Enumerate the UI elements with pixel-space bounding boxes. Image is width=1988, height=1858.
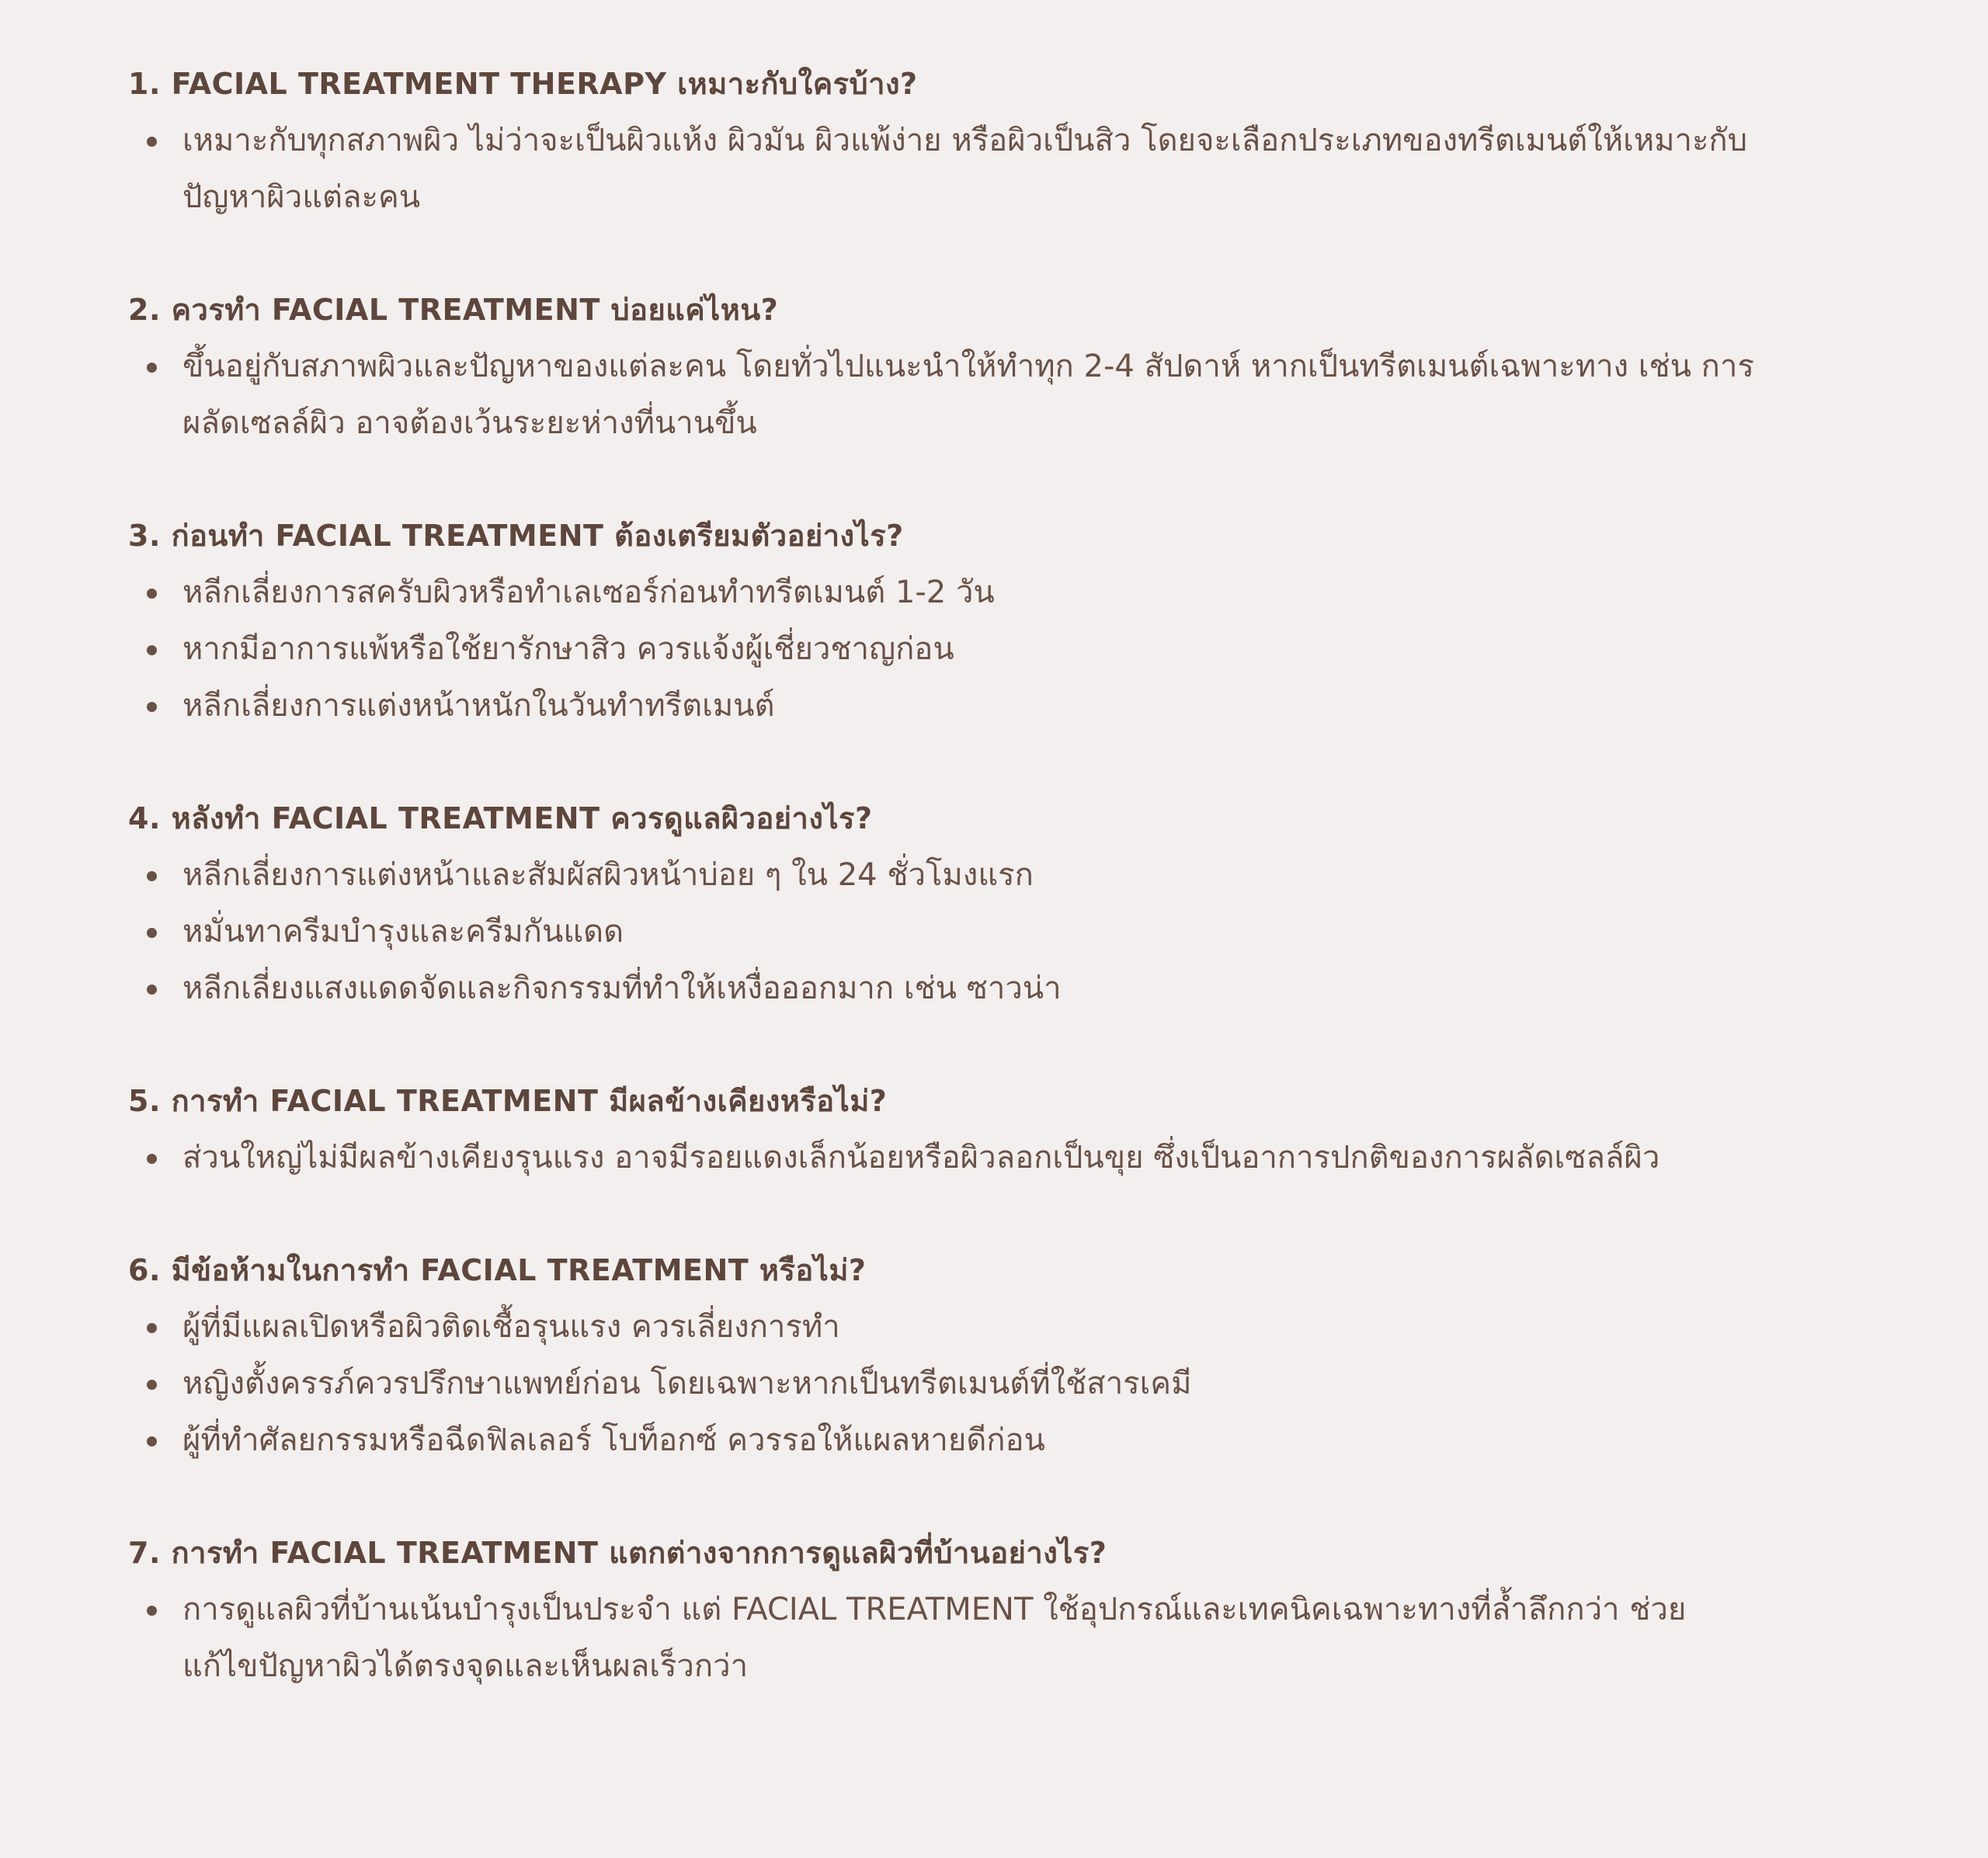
faq-answer-list bbox=[128, 1582, 1914, 1695]
bullet-icon bbox=[147, 871, 157, 881]
faq-answer-list bbox=[128, 113, 1914, 226]
faq-item bbox=[128, 793, 1914, 1017]
faq-answer-text: ผู้ที่ทำศัลยกรรมหรือฉีดฟิลเลอร์ โบท็อกซ์ ควรรอให้แผลหายดีก่อน bbox=[182, 1422, 1045, 1458]
faq-item bbox=[128, 510, 1914, 735]
faq-answer bbox=[182, 904, 1914, 960]
faq-item bbox=[128, 58, 1914, 226]
faq-item bbox=[128, 1245, 1914, 1469]
faq-answer-text: หลีกเลี่ยงการแต่งหน้าและสัมผัสผิวหน้าบ่อย ๆ ใน 24 ชั่วโมงแรก bbox=[182, 857, 1034, 893]
faq-answer-text: การดูแลผิวที่บ้านเน้นบำรุงเป็นประจำ แต่ FACIAL TREATMENT ใช้อุปกรณ์และเทคนิคเฉพาะทางที่ล้ำลึกกว่า ช่วยแก้ไขปัญหาผิวได้ตรงจุดและเห็นผลเร็วกว่า bbox=[182, 1592, 1687, 1684]
bullet-icon bbox=[147, 1323, 157, 1333]
bullet-icon bbox=[147, 1436, 157, 1446]
faq-question: 1. FACIAL TREATMENT THERAPY เหมาะกับใครบ้าง? bbox=[128, 67, 918, 101]
faq-question: 2. ควรทำ FACIAL TREATMENT บ่อยแค่ไหน? bbox=[128, 293, 779, 327]
faq-answer bbox=[182, 1412, 1914, 1469]
faq-answer bbox=[182, 339, 1759, 452]
bullet-icon bbox=[147, 1380, 157, 1390]
bullet-icon bbox=[147, 1154, 157, 1164]
faq-answer-text: หลีกเลี่ยงแสงแดดจัดและกิจกรรมที่ทำให้เหงื่อออกมาก เช่น ซาวน่า bbox=[182, 971, 1062, 1006]
faq-answer-text: ผู้ที่มีแผลเปิดหรือผิวติดเชื้อรุนแรง ควรเลี่ยงการทำ bbox=[182, 1309, 840, 1345]
faq-question: 6. มีข้อห้ามในการทำ FACIAL TREATMENT หรือไม่? bbox=[128, 1253, 867, 1287]
faq-answer-text: หลีกเลี่ยงการแต่งหน้าหนักในวันทำทรีตเมนต์ bbox=[182, 688, 775, 724]
faq-answer bbox=[182, 847, 1914, 904]
faq-item bbox=[128, 1075, 1914, 1186]
faq-answer bbox=[182, 1130, 1914, 1186]
faq-answer-text: หลีกเลี่ยงการสครับผิวหรือทำเลเซอร์ก่อนทำทรีตเมนต์ 1-2 วัน bbox=[182, 575, 995, 610]
faq-answer-list bbox=[128, 1299, 1914, 1469]
faq-answer bbox=[182, 1356, 1914, 1412]
faq-list bbox=[128, 58, 1914, 1753]
faq-question: 5. การทำ FACIAL TREATMENT มีผลข้างเคียงหรือไม่? bbox=[128, 1084, 888, 1118]
bullet-icon bbox=[147, 589, 157, 599]
faq-answer bbox=[182, 113, 1767, 226]
faq-answer bbox=[182, 621, 1914, 678]
faq-question: 7. การทำ FACIAL TREATMENT แตกต่างจากการดูแลผิวที่บ้านอย่างไร? bbox=[128, 1536, 1107, 1570]
bullet-icon bbox=[147, 702, 157, 712]
bullet-icon bbox=[147, 137, 157, 147]
faq-answer bbox=[182, 960, 1914, 1017]
bullet-icon bbox=[147, 1606, 157, 1616]
bullet-icon bbox=[147, 928, 157, 938]
faq-answer-list bbox=[128, 564, 1914, 735]
faq-answer-text: ขึ้นอยู่กับสภาพผิวและปัญหาของแต่ละคน โดยทั่วไปแนะนำให้ทำทุก 2-4 สัปดาห์ หากเป็นทรีตเมนต์เฉพาะทาง เช่น การผลัดเซลล์ผิว อาจต้องเว้นระยะห่างที่นานขึ้น bbox=[182, 349, 1754, 441]
faq-answer bbox=[182, 1299, 1914, 1356]
faq-answer-list bbox=[128, 847, 1914, 1017]
bullet-icon bbox=[147, 363, 157, 373]
faq-answer-text: หมั่นทาครีมบำรุงและครีมกันแดด bbox=[182, 914, 624, 950]
faq-answer-text: เหมาะกับทุกสภาพผิว ไม่ว่าจะเป็นผิวแห้ง ผิวมัน ผิวแพ้ง่าย หรือผิวเป็นสิว โดยจะเลือกประเภทของทรีตเมนต์ให้เหมาะกับปัญหาผิวแต่ละคน bbox=[182, 123, 1748, 215]
faq-answer-text: ส่วนใหญ่ไม่มีผลข้างเคียงรุนแรง อาจมีรอยแดงเล็กน้อยหรือผิวลอกเป็นขุย ซึ่งเป็นอาการปกติของการผลัดเซลล์ผิว bbox=[182, 1140, 1660, 1176]
faq-answer bbox=[182, 1582, 1759, 1695]
faq-answer-text: หากมีอาการแพ้หรือใช้ยารักษาสิว ควรแจ้งผู้เชี่ยวชาญก่อน bbox=[182, 631, 954, 667]
faq-answer-list bbox=[128, 339, 1914, 452]
faq-answer-list bbox=[128, 1130, 1914, 1186]
bullet-icon bbox=[147, 985, 157, 995]
faq-item bbox=[128, 1527, 1914, 1695]
faq-answer bbox=[182, 564, 1914, 621]
faq-item bbox=[128, 284, 1914, 452]
faq-question: 4. หลังทำ FACIAL TREATMENT ควรดูแลผิวอย่างไร? bbox=[128, 801, 873, 835]
faq-answer bbox=[182, 678, 1914, 735]
faq-question: 3. ก่อนทำ FACIAL TREATMENT ต้องเตรียมตัวอย่างไร? bbox=[128, 519, 904, 553]
faq-answer-text: หญิงตั้งครรภ์ควรปรึกษาแพทย์ก่อน โดยเฉพาะหากเป็นทรีตเมนต์ที่ใช้สารเคมี bbox=[182, 1366, 1192, 1401]
bullet-icon bbox=[147, 645, 157, 655]
